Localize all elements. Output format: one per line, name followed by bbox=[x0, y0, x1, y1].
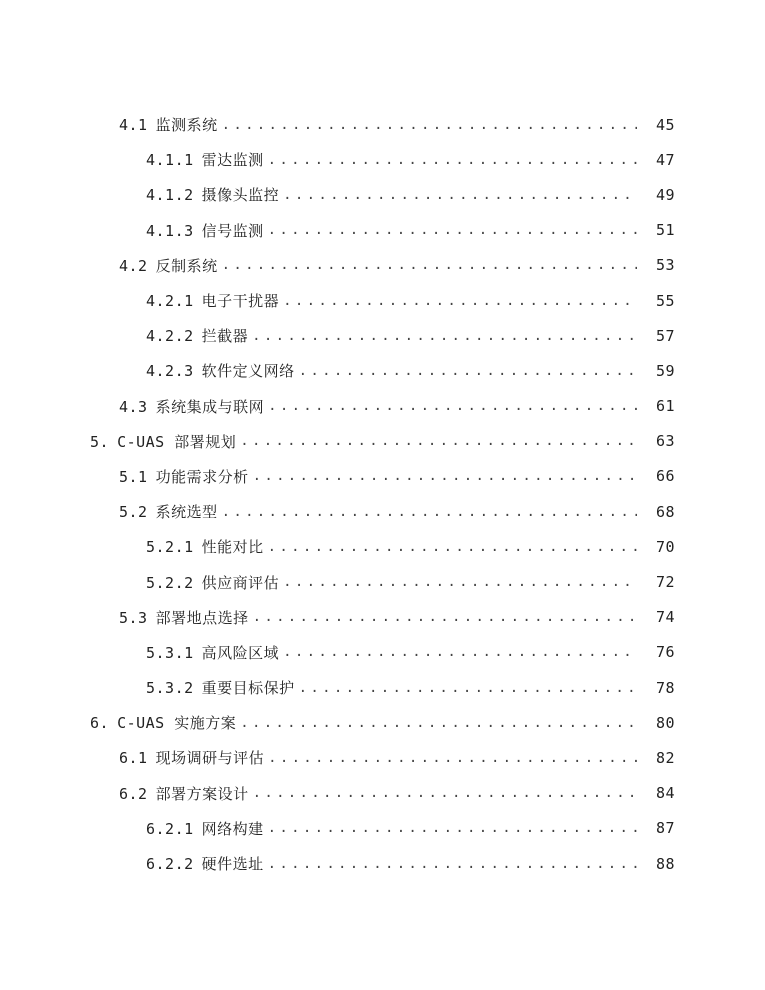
toc-entry[interactable] bbox=[0, 529, 765, 564]
toc-entry-label bbox=[146, 149, 268, 170]
toc-entry-number: 6.1 bbox=[119, 749, 148, 768]
toc-page-number: 82 bbox=[655, 748, 675, 767]
toc-entry-label bbox=[119, 501, 222, 522]
toc-entry-number: 5.2 bbox=[119, 503, 148, 522]
toc-dot-leader bbox=[283, 574, 637, 590]
toc-entry[interactable] bbox=[0, 811, 765, 846]
toc-dot-leader bbox=[299, 680, 637, 696]
toc-entry-title: 性能对比 bbox=[201, 538, 264, 557]
toc-entry-label bbox=[146, 184, 283, 205]
toc-entry-title: 高风险区域 bbox=[201, 643, 280, 662]
toc-entry-title: 供应商评估 bbox=[201, 573, 280, 592]
toc-entry[interactable] bbox=[0, 846, 765, 881]
toc-entry-number: 5.2.1 bbox=[146, 538, 194, 557]
toc-entry-label bbox=[146, 642, 283, 663]
toc-entry-label bbox=[146, 290, 283, 311]
toc-page-number: 57 bbox=[655, 326, 675, 345]
toc-dot-leader bbox=[222, 117, 637, 133]
toc-page-number: 53 bbox=[655, 256, 675, 275]
toc-entry-title: C-UAS 实施方案 bbox=[117, 714, 237, 733]
toc-entry-label bbox=[119, 255, 222, 276]
toc-entry-label bbox=[90, 431, 240, 452]
toc-entry-title: 硬件选址 bbox=[201, 855, 264, 874]
toc-page-number: 80 bbox=[655, 713, 675, 732]
toc-entry-label bbox=[146, 536, 268, 557]
toc-page-number: 84 bbox=[655, 784, 675, 803]
toc-dot-leader bbox=[222, 257, 637, 273]
toc-dot-leader bbox=[253, 609, 637, 625]
toc-dot-leader bbox=[268, 152, 637, 168]
toc-entry-label bbox=[119, 607, 253, 628]
toc-dot-leader bbox=[268, 222, 637, 238]
toc-dot-leader bbox=[253, 785, 637, 801]
toc-page-number: 59 bbox=[655, 361, 675, 380]
toc-entry-number: 4.2.2 bbox=[146, 327, 194, 346]
toc-entry-label bbox=[146, 572, 283, 593]
toc-entry-label bbox=[146, 325, 252, 346]
toc-entry-number: 5.3.2 bbox=[146, 679, 194, 698]
toc-entry[interactable] bbox=[0, 107, 765, 142]
toc-entry-number: 4.2 bbox=[119, 256, 148, 275]
toc-entry-label bbox=[146, 360, 299, 381]
toc-entry-title: 功能需求分析 bbox=[155, 467, 249, 486]
toc-dot-leader bbox=[252, 328, 637, 344]
toc-page-number: 88 bbox=[655, 854, 675, 873]
toc-entry[interactable] bbox=[0, 213, 765, 248]
toc-page-number: 70 bbox=[655, 537, 675, 556]
toc-entry[interactable] bbox=[0, 705, 765, 740]
toc-entry[interactable] bbox=[0, 283, 765, 318]
toc-dot-leader bbox=[299, 363, 637, 379]
toc-entry-label bbox=[146, 220, 268, 241]
toc-page-number: 45 bbox=[655, 115, 675, 134]
toc-entry[interactable] bbox=[0, 740, 765, 775]
toc-entry[interactable] bbox=[0, 353, 765, 388]
toc-entry-number: 4.1.2 bbox=[146, 186, 194, 205]
toc-page-number: 51 bbox=[655, 221, 675, 240]
toc-page-number: 66 bbox=[655, 467, 675, 486]
toc-entry-title: 反制系统 bbox=[155, 256, 218, 275]
toc-entry-label bbox=[119, 114, 222, 135]
toc-entry-number: 6.2.1 bbox=[146, 819, 194, 838]
toc-entry-number: 6.2.2 bbox=[146, 855, 194, 874]
toc-entry[interactable] bbox=[0, 776, 765, 811]
toc-entry-number: 5. bbox=[90, 432, 110, 451]
toc-dot-leader bbox=[268, 539, 637, 555]
toc-page-number: 87 bbox=[655, 819, 675, 838]
toc-page-number: 55 bbox=[655, 291, 675, 310]
toc-entry-title: 雷达监测 bbox=[201, 151, 264, 170]
toc-entry-title: 系统集成与联网 bbox=[155, 397, 265, 416]
toc-entry[interactable] bbox=[0, 635, 765, 670]
toc-entry-title: 信号监测 bbox=[201, 221, 264, 240]
toc-entry-label bbox=[90, 712, 240, 733]
toc-entry[interactable] bbox=[0, 177, 765, 212]
toc-entry-title: 部署方案设计 bbox=[155, 784, 249, 803]
toc-entry-label bbox=[119, 783, 253, 804]
toc-page-number: 72 bbox=[655, 573, 675, 592]
toc-entry-title: 电子干扰器 bbox=[201, 292, 280, 311]
toc-entry[interactable] bbox=[0, 564, 765, 599]
toc-entry-number: 4.1.1 bbox=[146, 151, 194, 170]
toc-entry[interactable] bbox=[0, 670, 765, 705]
toc-entry-title: 重要目标保护 bbox=[201, 679, 295, 698]
toc-entry-number: 6.2 bbox=[119, 784, 148, 803]
toc-entry-label bbox=[119, 747, 268, 768]
toc-entry-number: 6. bbox=[90, 714, 110, 733]
toc-entry-title: 拦截器 bbox=[201, 327, 249, 346]
toc-entry-title: 系统选型 bbox=[155, 503, 218, 522]
toc-entry[interactable] bbox=[0, 318, 765, 353]
toc-dot-leader bbox=[268, 856, 637, 872]
toc-entry[interactable] bbox=[0, 424, 765, 459]
toc-page-number: 68 bbox=[655, 502, 675, 521]
toc-entry[interactable] bbox=[0, 459, 765, 494]
toc-entry-number: 4.3 bbox=[119, 397, 148, 416]
toc-dot-leader bbox=[253, 468, 637, 484]
toc-page-number: 49 bbox=[655, 185, 675, 204]
toc-dot-leader bbox=[268, 820, 637, 836]
toc-entry-label bbox=[146, 677, 299, 698]
toc-entry-title: 摄像头监控 bbox=[201, 186, 280, 205]
toc-entry-number: 4.1 bbox=[119, 116, 148, 135]
toc-entry-number: 5.2.2 bbox=[146, 573, 194, 592]
toc-entry-label bbox=[146, 853, 268, 874]
toc-dot-leader bbox=[283, 644, 637, 660]
toc-dot-leader bbox=[240, 715, 637, 731]
toc-page-number: 61 bbox=[655, 397, 675, 416]
toc-entry-title: 网络构建 bbox=[201, 819, 264, 838]
toc-entry-number: 4.2.3 bbox=[146, 362, 194, 381]
toc-entry-title: 现场调研与评估 bbox=[155, 749, 265, 768]
toc-entry-title: 监测系统 bbox=[155, 116, 218, 135]
toc-entry-number: 4.1.3 bbox=[146, 221, 194, 240]
toc-page-number: 78 bbox=[655, 678, 675, 697]
toc-entry-title: 软件定义网络 bbox=[201, 362, 295, 381]
toc-page-number: 76 bbox=[655, 643, 675, 662]
toc-page-number: 74 bbox=[655, 608, 675, 627]
toc-entry-label bbox=[119, 396, 268, 417]
toc-entry-title: C-UAS 部署规划 bbox=[117, 432, 237, 451]
toc-entry-number: 5.3 bbox=[119, 608, 148, 627]
toc-entry[interactable] bbox=[0, 248, 765, 283]
table-of-contents bbox=[0, 107, 765, 881]
toc-entry-number: 5.1 bbox=[119, 467, 148, 486]
toc-dot-leader bbox=[283, 293, 637, 309]
toc-entry[interactable] bbox=[0, 600, 765, 635]
toc-dot-leader bbox=[268, 750, 637, 766]
toc-page-number: 63 bbox=[655, 432, 675, 451]
toc-dot-leader bbox=[222, 504, 637, 520]
toc-entry[interactable] bbox=[0, 494, 765, 529]
toc-entry-label bbox=[119, 466, 253, 487]
toc-entry-title: 部署地点选择 bbox=[155, 608, 249, 627]
toc-dot-leader bbox=[268, 398, 637, 414]
toc-entry[interactable] bbox=[0, 389, 765, 424]
toc-entry-number: 5.3.1 bbox=[146, 643, 194, 662]
toc-entry-label bbox=[146, 818, 268, 839]
toc-dot-leader bbox=[283, 187, 637, 203]
toc-entry[interactable] bbox=[0, 142, 765, 177]
toc-page-number: 47 bbox=[655, 150, 675, 169]
toc-dot-leader bbox=[240, 433, 637, 449]
toc-entry-number: 4.2.1 bbox=[146, 292, 194, 311]
